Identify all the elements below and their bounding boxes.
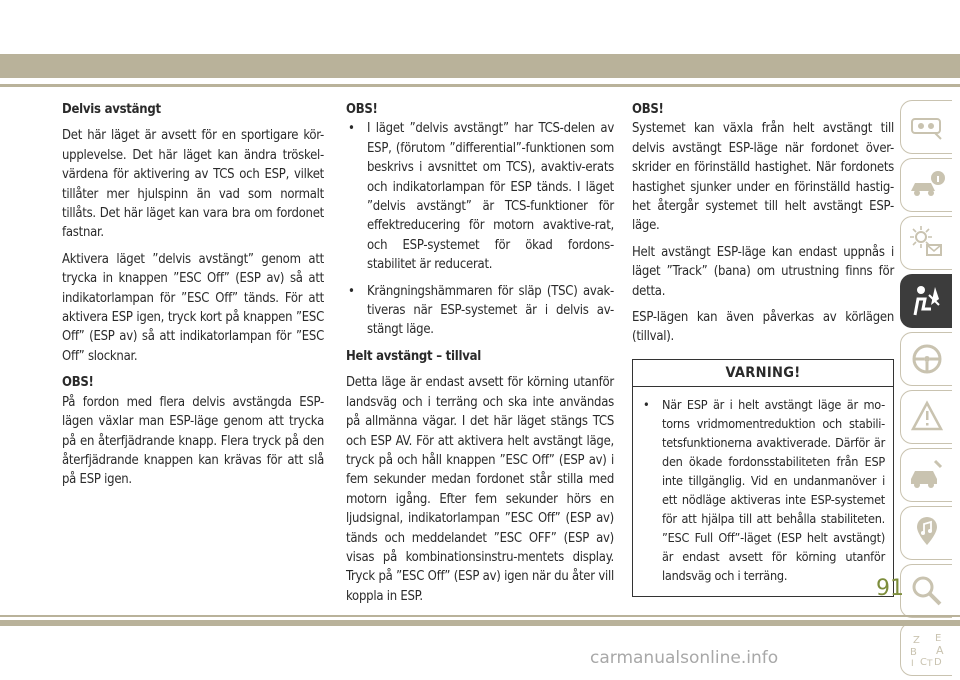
note-label: OBS! xyxy=(632,102,664,117)
note-text: Systemet kan växla från helt avstängt till delvis avstängt ESP-läge när fordonet över-skrider en förinställd hastighet. När fordonets hastighet sjunker under en förinställd hastig-het återgår systemet till helt avstängt ESP-läge. xyxy=(632,121,894,234)
tab-steering[interactable] xyxy=(900,332,952,386)
paragraph: Detta läge är endast avsett för körning utanför landsväg och i terräng och ska inte användas på allmänna vägar. I det här läget stängs TCS och ESP AV. För att aktivera helt avstängt läge, tryck på och håll knappen ”ESC Off” (ESP av) i fem sekunder medan fordonet står stilla med motorn igång. Efter fem sekunder hörs en ljudsignal, indikatorlampan ”ESC Off” (ESP av) tänds och meddelandet ”ESC OFF” (ESP av) visas på kombinationsinstru-mentets display. Tryck på ”ESC Off” (ESP av) igen när du åter vill koppla in ESP. xyxy=(346,375,614,604)
index-letter: I xyxy=(910,659,914,669)
watermark: carmanualsonline.info xyxy=(590,648,779,668)
warning-title: VARNING! xyxy=(633,360,893,387)
car-info-icon xyxy=(907,165,947,205)
column-2 xyxy=(346,100,614,613)
chapter-tabs xyxy=(900,100,952,680)
tab-car-info[interactable] xyxy=(900,158,952,212)
heading-partial-off: Delvis avstängt xyxy=(62,102,161,117)
bottom-rule xyxy=(0,615,960,617)
search-icon xyxy=(907,571,947,611)
paragraph: Det här läget är avsett för en sportigare kör-upplevelse. Det här läget kan ändra tröskel-värdena för aktivering av TCS och ESP, vilket tillåter mer hjulspinn än vad som normalt tillåts. Det här läget kan vara bra om fordonet fastnar. xyxy=(62,128,324,241)
warning-triangle-icon xyxy=(907,397,947,437)
tab-car-dashboard[interactable] xyxy=(900,100,952,154)
tab-service[interactable] xyxy=(900,448,952,502)
multimedia-icon xyxy=(907,513,947,553)
column-3 xyxy=(632,100,894,597)
tab-emergency[interactable] xyxy=(900,390,952,444)
index-letter: C xyxy=(919,657,927,668)
index-letter: E xyxy=(934,633,941,644)
steering-wheel-icon xyxy=(907,339,947,379)
paragraph: ESP-lägen kan även påverkas av körlägen (tillval). xyxy=(632,310,894,345)
car-dashboard-icon xyxy=(907,107,947,147)
note-text: På fordon med flera delvis avstängda ESP-lägen växlar man ESP-läge genom att trycka på en återfjädrande knapp. Flera tryck på den återfjädrande knappen kan krävas för att slå på ESP igen. xyxy=(62,394,324,488)
tab-warning-lights[interactable] xyxy=(900,216,952,270)
bullet-item: • I läget ”delvis avstängt” har TCS-delen av ESP, (förutom ”differential”-funktionen som beskrivs i avsnittet om TCS), avaktiv-erats och indikatorlampan för ESP tänds. I läget ”delvis avstängt” är TCS-funktioner för effektreducering för motorn avaktive-rat, och ESP-systemet för ökad fordons-stabilitet är reducerat. xyxy=(346,119,614,274)
car-service-icon xyxy=(907,455,947,495)
paragraph: Helt avstängt ESP-läge kan endast uppnås i läget ”Track” (bana) om utrustning finns för detta. xyxy=(632,244,894,299)
top-band xyxy=(0,54,960,78)
top-rule xyxy=(0,84,960,87)
safety-airbag-icon xyxy=(907,281,947,321)
index-letter: A xyxy=(935,644,944,657)
index-letter: Z xyxy=(912,635,920,646)
tab-index[interactable] xyxy=(900,622,952,676)
heading-full-off: Helt avstängt – tillval xyxy=(346,348,482,364)
index-letter: T xyxy=(926,659,932,669)
column-1 xyxy=(62,100,324,497)
index-letters-icon xyxy=(907,629,947,669)
warning-bullet: • När ESP är i helt avstängt läge är mo-torns vridmomentreduktion och stabili-tetsfunktionerna avaktiverade. Därför är den ökade fordonsstabiliteten från ESP inte tillgänglig. Vid en undanmanöver i ett nödläge aktiveras inte ESP-systemet för att hjälpa till att behålla stabiliteten. ”ESC Full Off”-läget (ESP helt avstängt) är endast avsett för körning utanför landsväg och i terräng. xyxy=(641,395,885,585)
note-label: OBS! xyxy=(62,375,94,391)
warning-lights-icon xyxy=(907,223,947,263)
warning-box xyxy=(632,359,894,597)
page-number: 91 xyxy=(876,576,904,601)
tab-search[interactable] xyxy=(900,564,952,618)
paragraph: Aktivera läget ”delvis avstängt” genom att trycka in knappen ”ESC Off” (ESP av) så att indikatorlampan för ”ESC Off” tänds. För att aktivera ESP igen, tryck kort på knappen ”ESC Off” (ESP av) så att indikatorlampan för ”ESC Off” slocknar. xyxy=(62,251,324,364)
tab-multimedia[interactable] xyxy=(900,506,952,560)
index-letter: D xyxy=(933,657,942,668)
note-label: OBS! xyxy=(346,102,378,117)
tab-safety[interactable] xyxy=(900,274,952,328)
index-letter: B xyxy=(909,647,917,658)
bullet-item: • Krängningshämmaren för släp (TSC) avak-tiveras när ESP-systemet är i delvis av-stängt läge. xyxy=(346,282,614,340)
bottom-band xyxy=(0,620,960,626)
